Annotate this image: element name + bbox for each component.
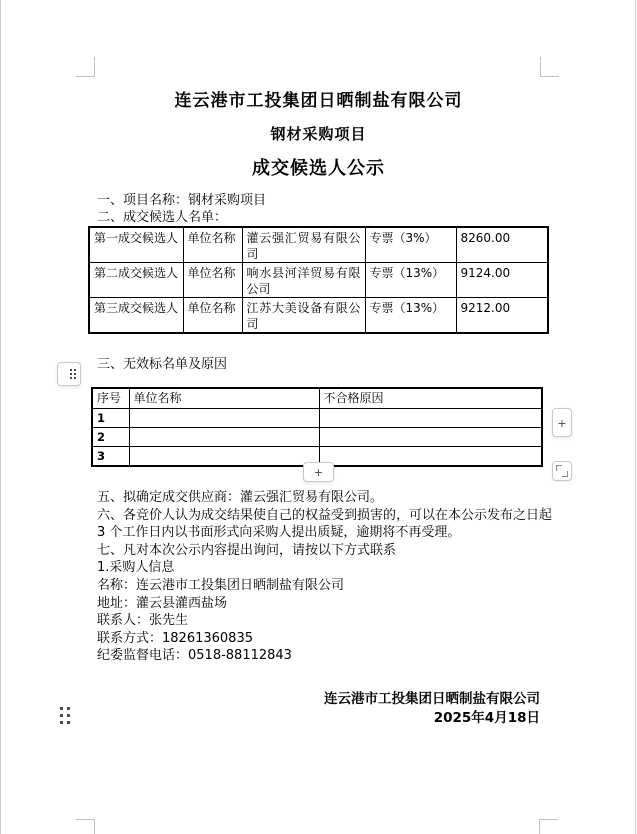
body-line-6b: 3 个工作日内以书面形式向采购人提出质疑，逾期将不再受理。 [97, 525, 461, 541]
margin-mark-top-left [76, 57, 95, 77]
candidate-price-cell[interactable]: 9124.00 [456, 263, 548, 298]
candidate-invoice-cell[interactable]: 专票（13%） [365, 263, 456, 298]
candidate-invoice-cell[interactable]: 专票（3%） [365, 227, 456, 263]
margin-mark-bottom-left [76, 819, 95, 834]
doc-title-project: 钢材采购项目 [270, 125, 367, 143]
candidate-row-1 [89, 227, 548, 263]
resize-corners-icon [562, 471, 568, 477]
section-2-heading: 二、成交候选人名单： [97, 210, 228, 225]
table-move-handle-button[interactable] [57, 362, 81, 386]
margin-mark-bottom-right [539, 819, 558, 834]
section-3-heading: 三、无效标名单及原因 [97, 357, 228, 372]
margin-mark-top-right [540, 57, 559, 77]
candidate-rank-cell[interactable]: 第二成交候选人 [89, 263, 183, 298]
candidate-company-cell[interactable]: 响水县河洋贸易有限公司 [242, 263, 365, 298]
body-line-6: 六、各竞价人认为成交结果使自己的权益受到损害的，可以在本公示发布之日起 [97, 507, 553, 523]
drag-dots-icon [70, 369, 72, 371]
candidate-field-cell[interactable]: 单位名称 [183, 298, 242, 334]
candidates-table [88, 226, 549, 334]
invalid-header-row [92, 388, 542, 408]
candidate-invoice-cell[interactable]: 专票（13%） [365, 298, 456, 334]
add-row-button[interactable]: + [303, 462, 334, 482]
serial-cell[interactable]: 2 [92, 427, 129, 446]
body-paragraphs [97, 489, 553, 665]
add-column-button[interactable]: + [552, 408, 572, 437]
body-line-purchaser-info: 1.采购人信息 [97, 560, 175, 576]
candidate-field-cell[interactable]: 单位名称 [183, 263, 242, 298]
header-serial[interactable]: 序号 [92, 388, 129, 408]
candidate-company-cell[interactable]: 江苏大美设备有限公司 [242, 298, 365, 334]
signature-block [97, 690, 540, 727]
body-line-5: 五、拟确定成交供应商：灌云强汇贸易有限公司。 [97, 490, 384, 505]
company-cell[interactable] [129, 408, 319, 427]
candidate-row-2 [89, 263, 548, 298]
body-line-supervision-phone: 纪委监督电话：0518-88112843 [97, 648, 292, 664]
candidate-rank-cell[interactable]: 第一成交候选人 [89, 227, 183, 263]
reason-cell[interactable] [319, 427, 542, 446]
body-line-name: 名称：连云港市工投集团日晒制盐有限公司 [97, 577, 345, 593]
table-resize-button[interactable] [552, 461, 572, 481]
company-cell[interactable] [129, 427, 319, 446]
invalid-row-1 [92, 408, 542, 427]
invalid-row-2 [92, 427, 542, 446]
section-1-heading: 一、项目名称：钢材采购项目 [97, 193, 267, 208]
body-line-address: 地址：灌云县灌西盐场 [97, 595, 228, 611]
doc-title-company: 连云港市工投集团日晒制盐有限公司 [174, 91, 463, 111]
header-reason[interactable]: 不合格原因 [319, 388, 542, 408]
candidate-rank-cell[interactable]: 第三成交候选人 [89, 298, 183, 334]
invalid-bids-table [91, 387, 543, 467]
serial-cell[interactable]: 1 [92, 408, 129, 427]
doc-title-notice: 成交候选人公示 [252, 158, 385, 179]
body-line-7: 七、凡对本次公示内容提出询问，请按以下方式联系 [97, 542, 397, 558]
body-line-contact-person: 联系人：张先生 [97, 613, 189, 629]
candidate-row-3 [89, 298, 548, 334]
reason-cell[interactable] [319, 446, 542, 466]
serial-cell[interactable]: 3 [92, 446, 129, 466]
signature-date: 2025年4月18日 [433, 709, 540, 726]
header-company[interactable]: 单位名称 [129, 388, 319, 408]
candidate-company-cell[interactable]: 灌云强汇贸易有限公司 [242, 227, 365, 263]
candidate-price-cell[interactable]: 8260.00 [456, 227, 548, 263]
signature-company: 连云港市工投集团日晒制盐有限公司 [324, 691, 540, 707]
company-cell[interactable] [129, 446, 319, 466]
candidate-price-cell[interactable]: 9212.00 [456, 298, 548, 334]
candidate-field-cell[interactable]: 单位名称 [183, 227, 242, 263]
body-line-contact-phone: 联系方式：18261360835 [97, 630, 253, 646]
paragraph-drag-handle[interactable] [60, 707, 63, 710]
reason-cell[interactable] [319, 408, 542, 427]
